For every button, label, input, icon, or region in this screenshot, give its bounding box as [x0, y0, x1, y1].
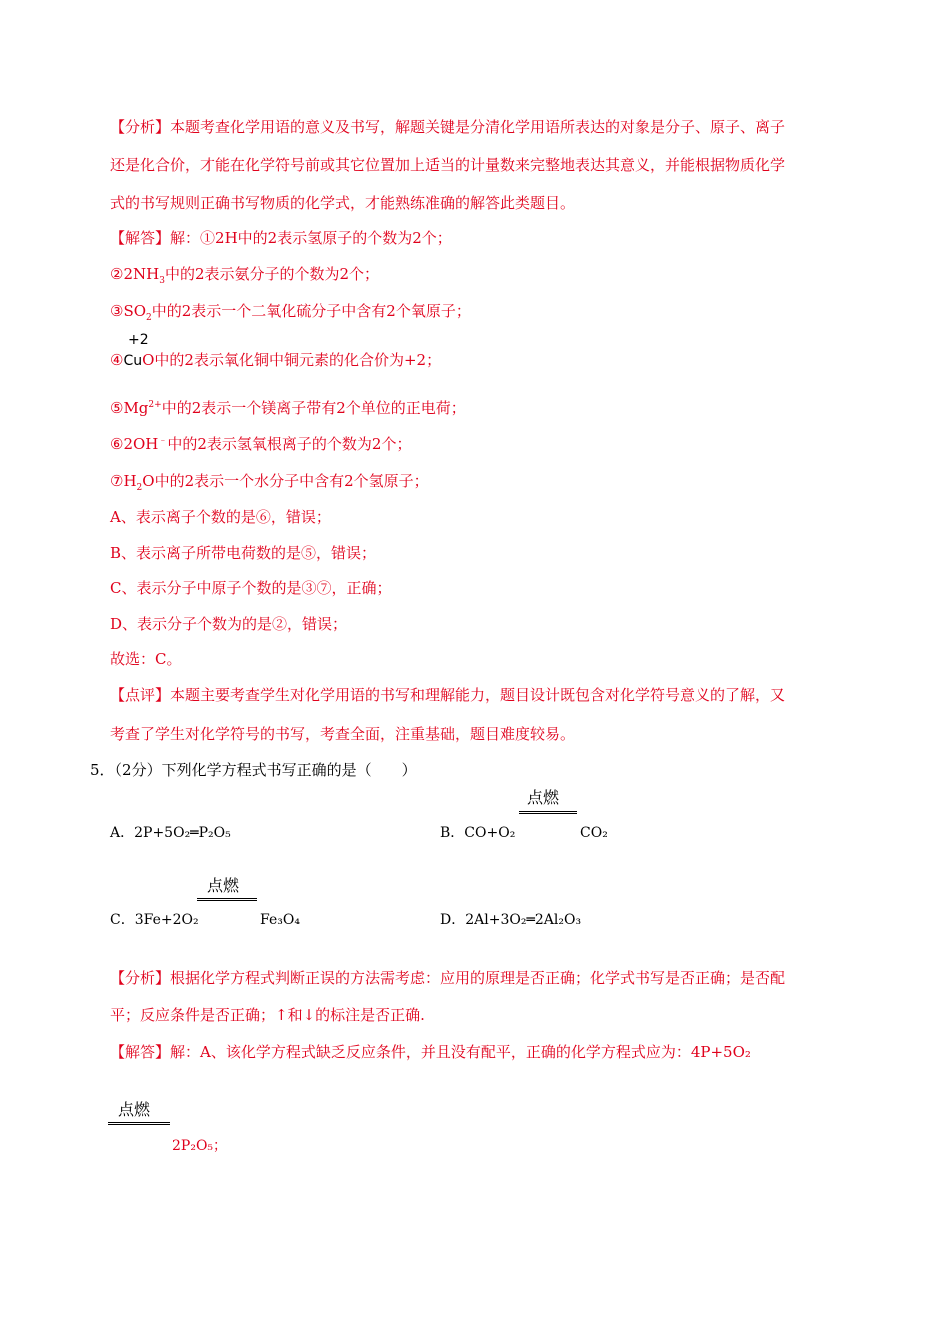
formula: 2OH	[123, 435, 159, 453]
answer5-product: 2P₂O₅；	[172, 1138, 228, 1154]
choice-d: D、表示分子个数为的是②，错误；	[110, 615, 348, 633]
analysis5-line-1	[110, 968, 785, 988]
item-text: 中的2表示氨分子的个数为2个；	[164, 265, 380, 283]
formula-sup: ﹣	[158, 436, 168, 446]
option-label: B．	[440, 825, 465, 841]
final-answer: 故选：C。	[110, 650, 182, 668]
analysis-line-3: 式的书写规则正确书写物质的化学式，才能熟练准确的解答此类题目。	[110, 194, 576, 212]
answer-line-3	[110, 301, 471, 321]
option-b-product: CO₂	[580, 825, 608, 841]
answer-line-6	[110, 434, 411, 454]
option-c-product: Fe₃O₄	[260, 912, 300, 928]
analysis-tag: 【分析】	[110, 969, 171, 987]
comment-line-1	[110, 685, 785, 705]
equation-arrow-answer	[108, 1122, 170, 1125]
item-text: 中的2表示一个水分子中含有2个氢原子；	[154, 472, 429, 490]
formula: 2H	[215, 229, 238, 247]
item-num: ⑦	[110, 472, 124, 490]
formula: H	[123, 472, 137, 490]
condition-label-c: 点燃	[207, 876, 240, 895]
item-num: ⑥	[110, 435, 124, 453]
equation-left: 3Fe+2O₂	[134, 912, 199, 928]
analysis-line-2: 还是化合价，才能在化学符号前或其它位置加上适当的计量数来完整地表达其意义，并能根据物质化学	[110, 156, 786, 174]
choice-b: B、表示离子所带电荷数的是⑤，错误；	[110, 544, 377, 562]
choice-c: C、表示分子中原子个数的是③⑦，正确；	[110, 579, 392, 597]
analysis-tag: 【分析】	[110, 118, 171, 136]
formula: SO	[123, 302, 147, 320]
analysis-text: 根据化学方程式判断正误的方法需考虑：应用的原理是否正确；化学式书写是否正确；是否配	[170, 969, 786, 987]
item-text: 中的2表示一个二氧化硫分子中含有2个氧原子；	[151, 302, 471, 320]
analysis-line-1	[110, 117, 785, 137]
option-d	[440, 910, 581, 930]
comment-line-2: 考查了学生对化学符号的书写，考查全面，注重基础，题目难度较易。	[110, 725, 576, 743]
item-text: 中的2表示氧化铜中铜元素的化合价为+2；	[154, 351, 442, 369]
item-num: ④	[110, 351, 124, 369]
item-num: ①	[200, 229, 216, 247]
comment-tag: 【点评】	[110, 686, 171, 704]
condition-label-answer: 点燃	[118, 1100, 151, 1119]
comment-text: 本题主要考查学生对化学用语的书写和理解能力，题目设计既包含对化学符号意义的了解，又	[170, 686, 786, 704]
formula: 2NH	[123, 265, 160, 283]
option-label: A．	[110, 825, 135, 841]
option-c	[110, 910, 199, 930]
answer-text: 解：A、该化学方程式缺乏反应条件，并且没有配平，正确的化学方程式应为：4P+5O₂	[170, 1043, 751, 1061]
formula-sub: 2	[146, 313, 152, 323]
valence-mark: +2	[128, 332, 149, 348]
formula: O	[142, 351, 155, 369]
option-b	[440, 823, 515, 843]
answer-line-5	[110, 398, 466, 418]
equation-left: CO+O₂	[464, 825, 516, 841]
formula: O	[142, 472, 155, 490]
answer-line-7	[110, 471, 429, 491]
question-stem: 5．（2分）下列化学方程式书写正确的是（ ）	[90, 761, 417, 779]
option-a	[110, 823, 231, 843]
item-text: 中的2表示氢氧根离子的个数为2个；	[167, 435, 412, 453]
copper-symbol: Cu	[123, 353, 143, 369]
item-text: 中的2表示一个镁离子带有2个单位的正电荷；	[161, 399, 466, 417]
equation: 2Al+3O₂═2Al₂O₃	[465, 912, 582, 928]
answer-line-1	[110, 228, 452, 248]
item-num: ③	[110, 302, 124, 320]
formula-sub: 2	[136, 483, 143, 493]
condition-label-b: 点燃	[527, 788, 560, 807]
answer-tag: 【解答】	[110, 1043, 171, 1061]
formula-sub: 3	[159, 276, 165, 286]
item-text: 中的2表示氢原子的个数为2个；	[237, 229, 452, 247]
answer-tag: 【解答】	[110, 229, 171, 247]
formula: Mg	[123, 399, 149, 417]
analysis5-line-2: 平；反应条件是否正确；↑和↓的标注是否正确.	[110, 1006, 425, 1024]
analysis-text: 本题考查化学用语的意义及书写，解题关键是分清化学用语所表达的对象是分子、原子、离子	[170, 118, 786, 136]
equation-arrow-c	[197, 898, 257, 901]
answer-intro: 解：	[170, 229, 201, 247]
answer-line-2	[110, 264, 379, 284]
item-num: ②	[110, 265, 124, 283]
choice-a: A、表示离子个数的是⑥，错误；	[110, 508, 331, 526]
answer-line-4	[110, 350, 441, 371]
option-label: C．	[110, 912, 135, 928]
equation: 2P+5O₂═P₂O₅	[134, 825, 231, 841]
formula-sup: 2+	[148, 400, 162, 410]
item-num: ⑤	[110, 399, 124, 417]
option-label: D．	[440, 912, 466, 928]
equation-arrow-b	[519, 811, 577, 814]
answer5-line-1	[110, 1042, 751, 1062]
